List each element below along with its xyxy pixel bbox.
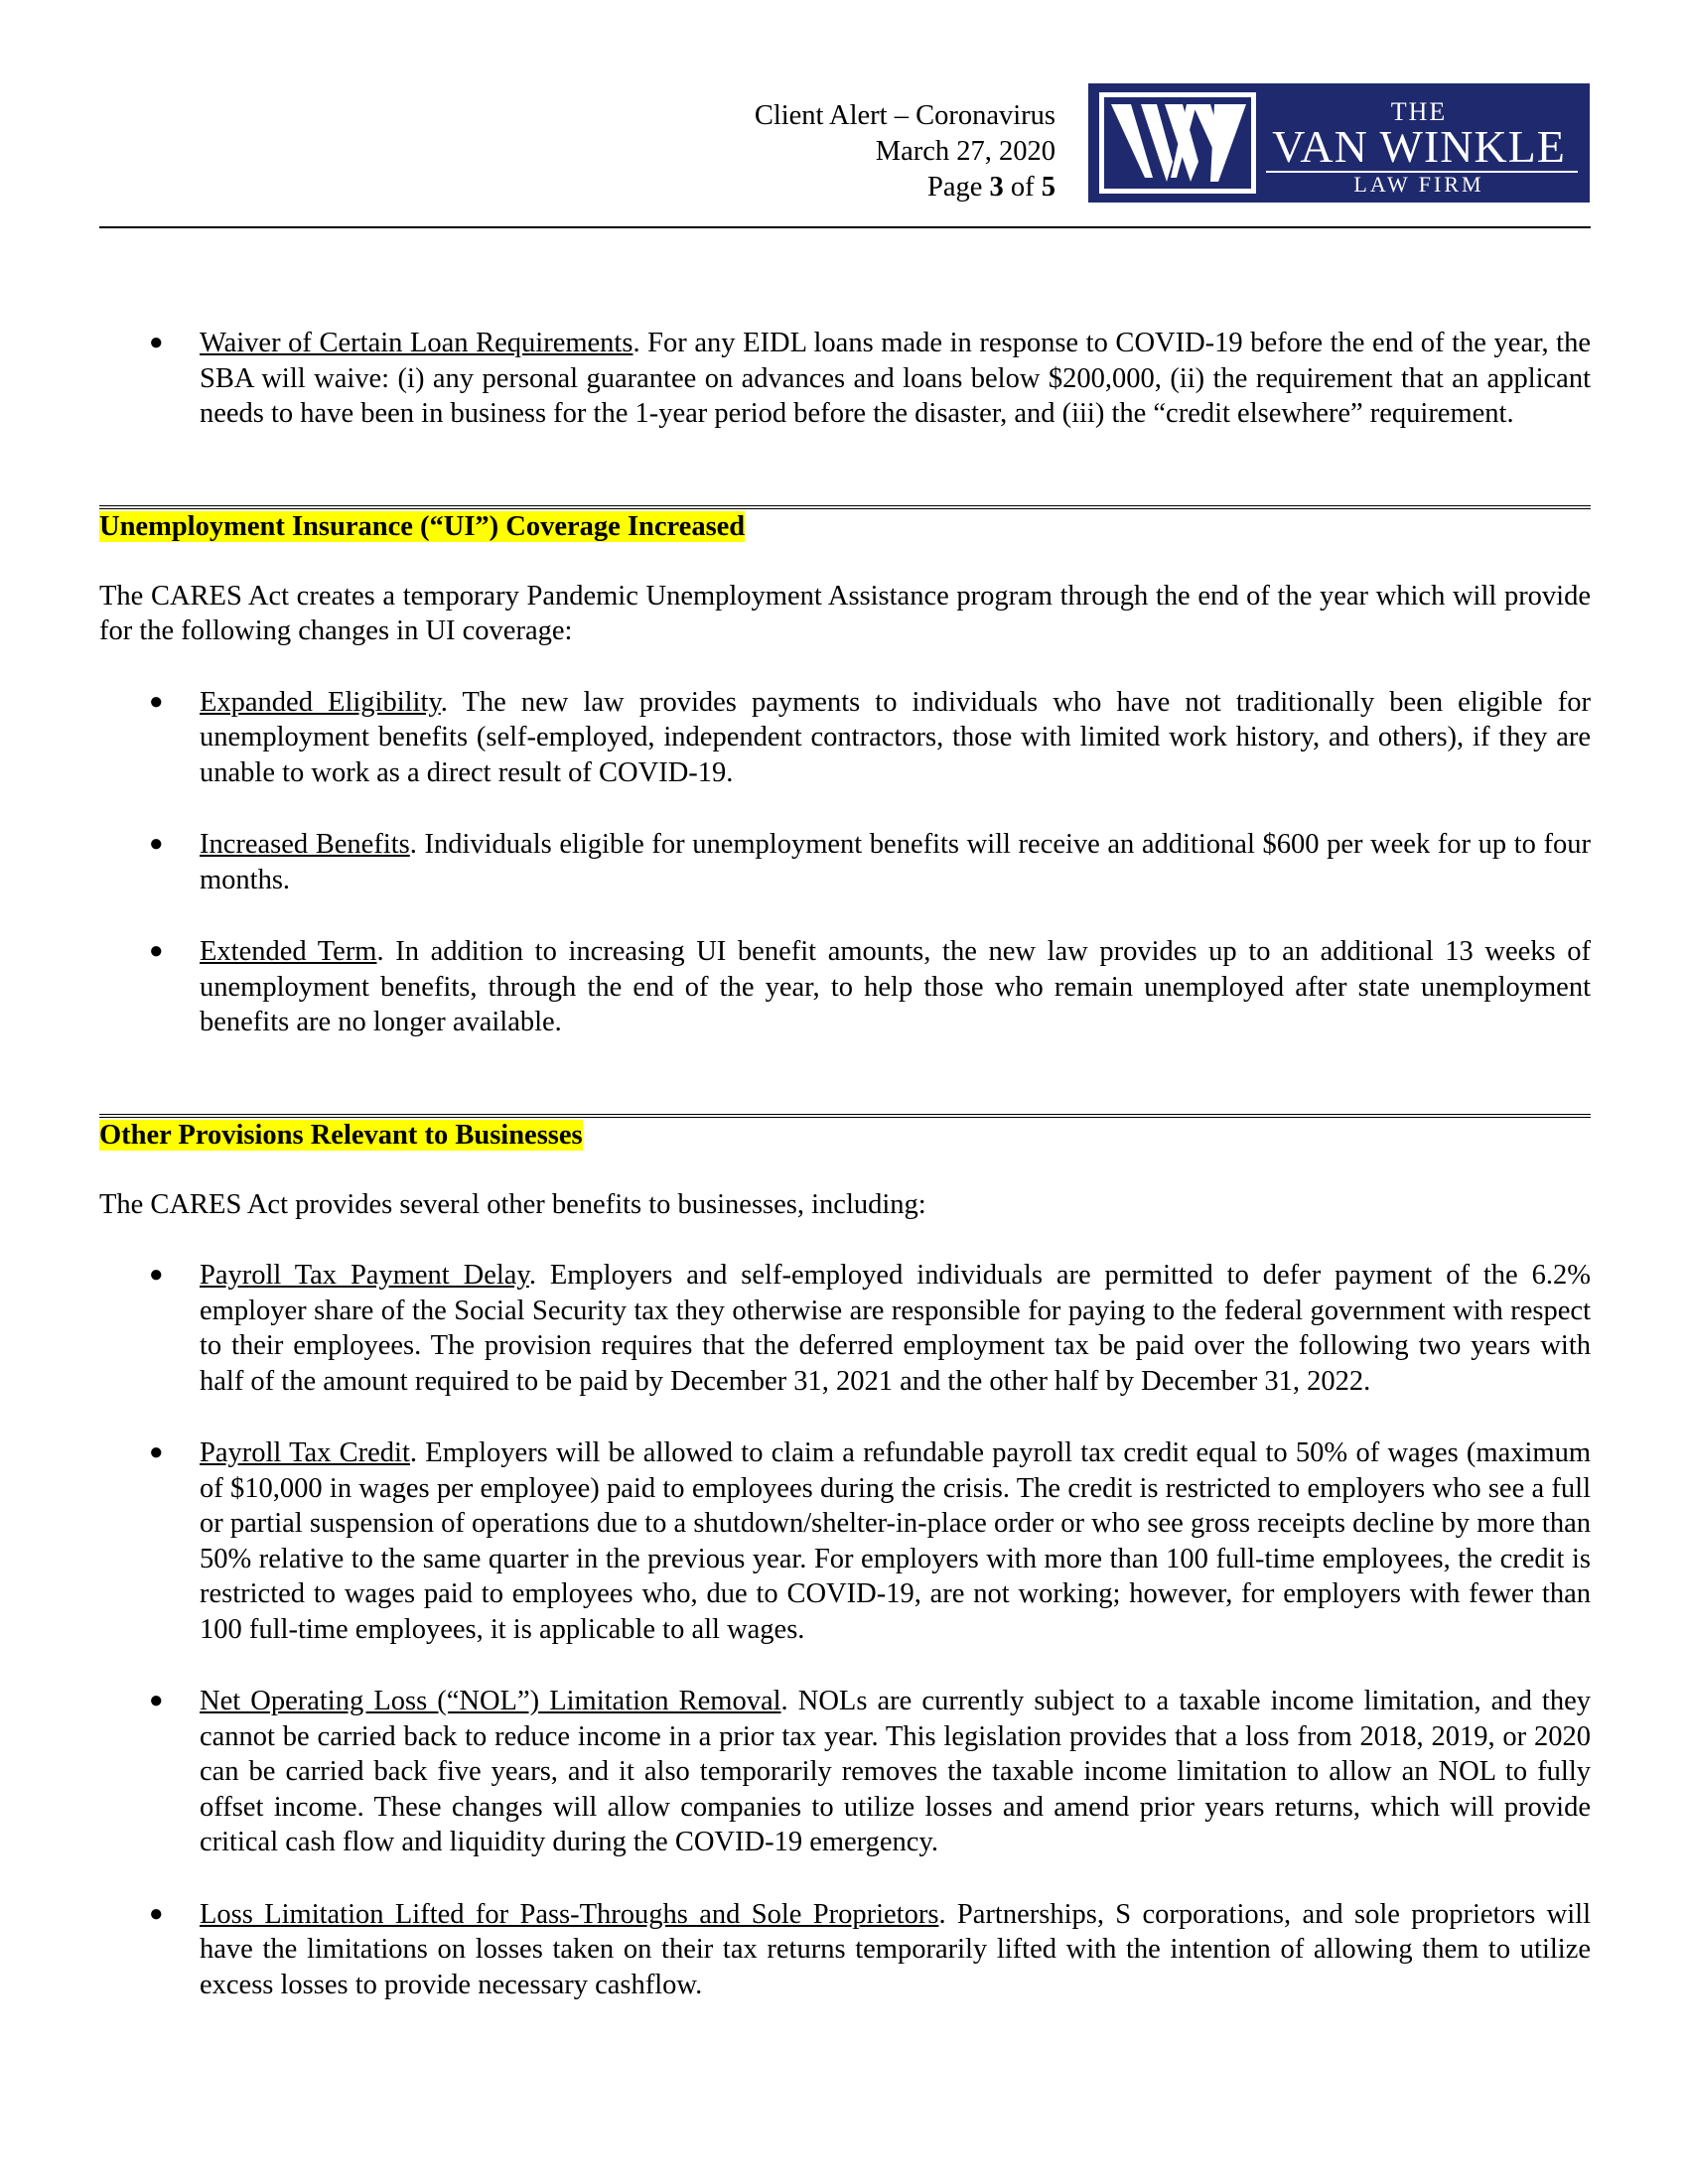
- section-business-intro: The CARES Act provides several other benefits to businesses, including:: [99, 1188, 926, 1220]
- list-item: [99, 934, 1591, 1040]
- list-item: [99, 685, 1591, 791]
- business-bullet-list: [99, 1258, 1591, 2002]
- header-page-number: Page 3 of 5: [926, 172, 1055, 203]
- section-ui-intro: The CARES Act creates a temporary Pandemic Unemployment Assistance program through the end of the year which will provide for the following changes in UI coverage:: [99, 580, 1591, 646]
- bullet-lead: Extended Term: [200, 936, 377, 967]
- bullet-lead: Waiver of Certain Loan Requirements: [200, 328, 633, 358]
- bullet-text: . Employers will be allowed to claim a refundable payroll tax credit equal to 50% of wages (maximum of $10,000 in wages per employee) paid to employees during the crisis. The credit is restricted to employers who see a full or partial suspension of operations due to a shutdown/shelter-in-place order or who see gross receipts decline by more than 50% relative to the same quarter in the previous year. For employers with more than 100 full-time employees, the credit is restricted to wages paid to employees who, due to COVID-19, are not working; however, for employers with fewer than 100 full-time employees, it is applicable to all wages.: [200, 1437, 1591, 1645]
- list-item: [99, 1897, 1591, 2003]
- bullet-icon: ●: [149, 1688, 164, 1713]
- bullet-icon: ●: [149, 688, 164, 715]
- bullet-text: . NOLs are currently subject to a taxable income limitation, and they cannot be carried back to reduce income in a prior tax year. This legislation provides that a loss from 2018, 2019, or 2020 can be carried back five years, and it also temporarily removes the taxable income limitation to allow an NOL to fully offset income. These changes will allow companies to utilize losses and amend prior years returns, which will provide critical cash flow and liquidity during the COVID-19 emergency.: [200, 1686, 1591, 1857]
- bullet-icon: ●: [149, 1439, 164, 1465]
- bullet-icon: ●: [149, 330, 164, 355]
- bullet-text: . In addition to increasing UI benefit amounts, the new law provides up to an additional 13 weeks of unemployment benefits, through the end of the year, to help those who remain unemployed after state unemployment benefits are no longer available.: [200, 936, 1591, 1037]
- bullet-icon: ●: [149, 938, 164, 964]
- list-item: [99, 1258, 1591, 1399]
- page-content: [99, 326, 1591, 2002]
- list-item: [99, 1684, 1591, 1860]
- bullet-text: . The new law provides payments to individuals who have not traditionally been eligible for unemployment benefits (self-employed, independent contractors, those with limited work history, and others), if they are unable to work as a direct result of COVID-19.: [200, 686, 1591, 788]
- firm-logo: [1088, 83, 1590, 203]
- ui-bullet-list: [99, 685, 1591, 1040]
- logo-name-text: VAN WINKLE: [1272, 121, 1566, 172]
- bullet-icon: ●: [149, 1900, 164, 1927]
- top-bullet-list: [99, 326, 1591, 432]
- logo-sub-text: LAW FIRM: [1353, 172, 1484, 197]
- bullet-lead: Payroll Tax Payment Delay: [200, 1260, 529, 1291]
- list-item: [99, 326, 1591, 432]
- header-rule: [99, 226, 1591, 228]
- bullet-lead: Loss Limitation Lifted for Pass-Throughs and Sole Proprietors: [200, 1898, 939, 1930]
- page-header: [755, 98, 1055, 205]
- bullet-text: . For any EIDL loans made in response to COVID-19 before the end of the year, the SBA will waive: (i) any personal guarantee on advances and loans below $200,000, (ii) the requirement that an applicant needs to have been in business for the 1-year period before the disaster, and (iii) the “credit elsewhere” requirement.: [200, 328, 1591, 429]
- header-title: Client Alert – Coronavirus: [754, 100, 1055, 131]
- list-item: [99, 1435, 1591, 1647]
- bullet-lead: Increased Benefits: [200, 829, 410, 860]
- bullet-text: . Employers and self-employed individuals are permitted to defer payment of the 6.2% employer share of the Social Security tax they otherwise are responsible for paying to the federal government with respect to their employees. The provision requires that the deferred employment tax be paid over the following two years with half of the amount required to be paid by December 31, 2021 and the other half by December 31, 2022.: [200, 1260, 1591, 1397]
- firm-logo-graphic: [1091, 86, 1587, 200]
- bullet-lead: Expanded Eligibility: [200, 686, 441, 718]
- logo-the-text: THE: [1390, 97, 1448, 126]
- header-date: March 27, 2020: [875, 136, 1055, 167]
- section-heading-ui: Unemployment Insurance (“UI”) Coverage Increased: [99, 510, 746, 542]
- bullet-icon: ●: [149, 831, 164, 857]
- bullet-lead: Net Operating Loss (“NOL”) Limitation Removal: [200, 1686, 781, 1716]
- list-item: [99, 827, 1591, 897]
- section-heading-business: Other Provisions Relevant to Businesses: [99, 1119, 583, 1151]
- bullet-text: . Partnerships, S corporations, and sole proprietors will have the limitations on losses taken on their tax returns temporarily lifted with the intention of allowing them to utilize excess losses to provide necessary cashflow.: [200, 1898, 1591, 2000]
- bullet-icon: ●: [149, 1262, 164, 1288]
- bullet-lead: Payroll Tax Credit: [200, 1437, 410, 1468]
- bullet-text: . Individuals eligible for unemployment benefits will receive an additional $600 per week for up to four months.: [200, 829, 1591, 895]
